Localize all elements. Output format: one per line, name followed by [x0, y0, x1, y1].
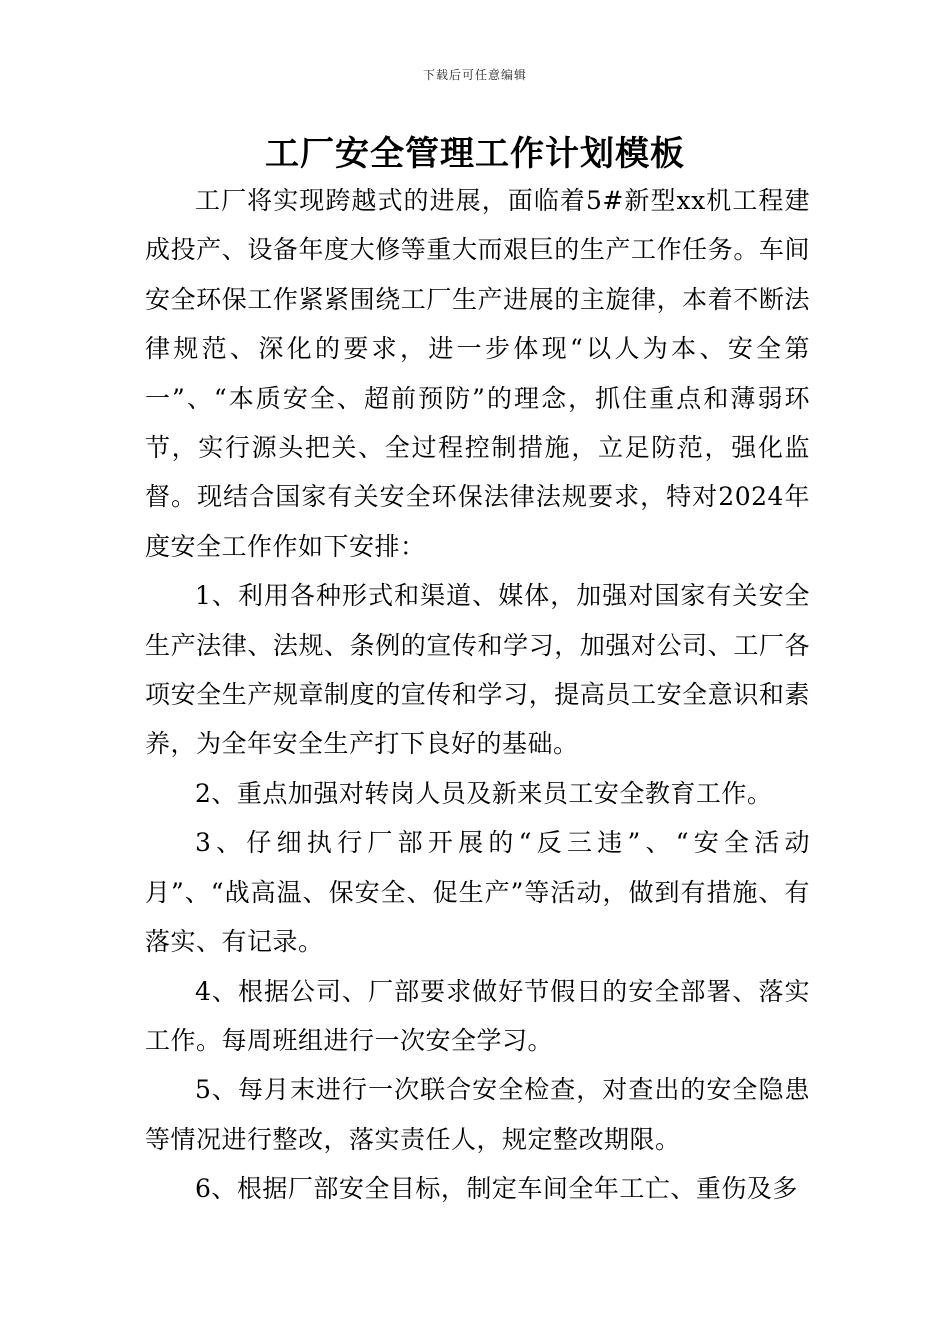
document-title: 工厂安全管理工作计划模板	[265, 134, 685, 174]
paragraph-intro: 工厂将实现跨越式的进展，面临着5#新型xx机工程建成投产、设备年度大修等重大而艰巨的生产工作任务。车间安全环保工作紧紧围绕工厂生产进展的主旋律，本着不断法律规范、深化的要求，进一步体现“以人为本、安全第一”、“本质安全、超前预防”的理念，抓住重点和薄弱环节，实行源头把关、全过程控制措施，立足防范，强化监督。现结合国家有关安全环保法律法规要求，特对2024年度安全工作作如下安排：	[145, 186, 810, 561]
paragraph-item-5: 5、每月末进行一次联合安全检查，对查出的安全隐患等情况进行整改，落实责任人，规定整改期限。	[145, 1075, 810, 1154]
paragraph-item-4: 4、根据公司、厂部要求做好节假日的安全部署、落实工作。每周班组进行一次安全学习。	[145, 976, 810, 1055]
header-note: 下载后可任意编辑	[422, 68, 527, 82]
paragraph-item-1: 1、利用各种形式和渠道、媒体，加强对国家有关安全生产法律、法规、条例的宣传和学习，加强对公司、工厂各项安全生产规章制度的宣传和学习，提高员工安全意识和素养，为全年安全生产打下良好的基础。	[145, 581, 810, 759]
paragraph-item-3: 3、仔细执行厂部开展的“反三违”、“安全活动月”、“战高温、保安全、促生产”等活动，做到有措施、有落实、有记录。	[145, 828, 810, 957]
paragraph-item-6: 6、根据厂部安全目标，制定车间全年工亡、重伤及多	[195, 1174, 798, 1204]
document-body	[145, 176, 810, 1214]
paragraph-item-2: 2、重点加强对转岗人员及新来员工安全教育工作。	[195, 778, 773, 808]
